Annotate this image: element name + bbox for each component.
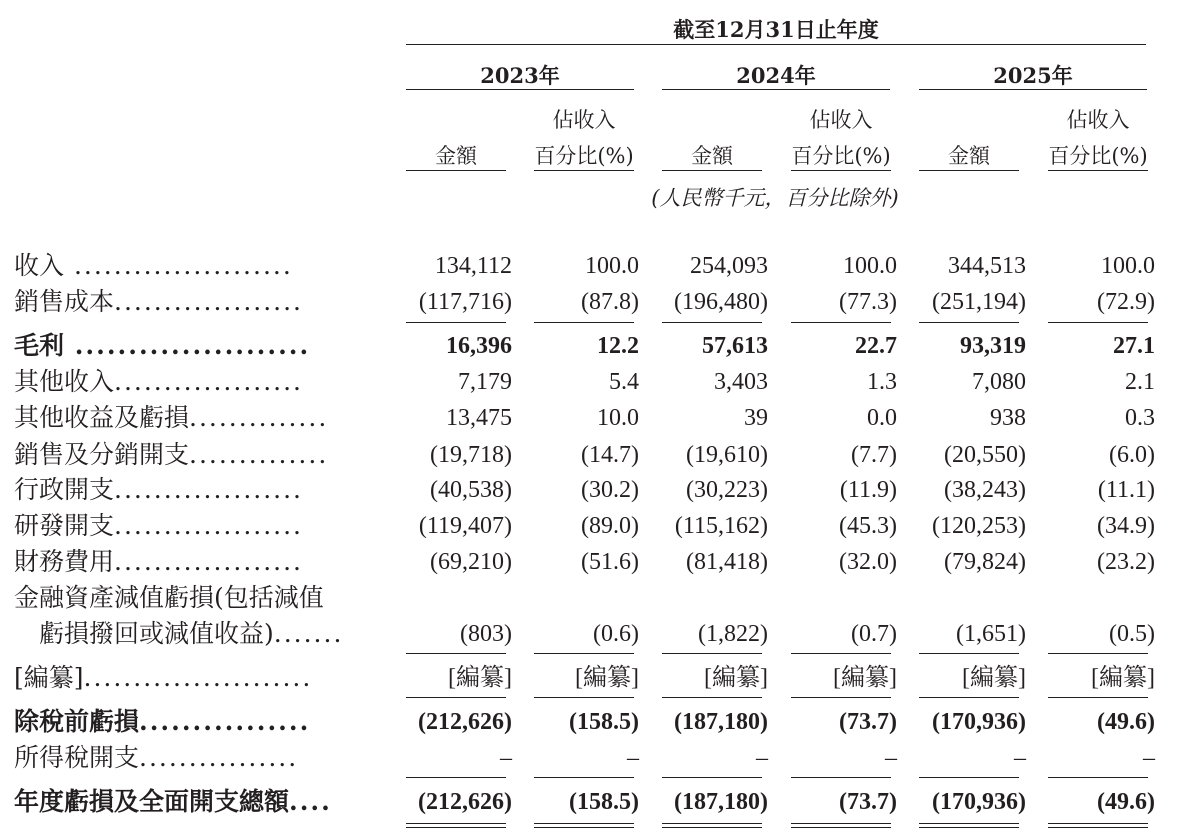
leader-dots: ................ bbox=[139, 707, 311, 736]
amount-cell: (119,407) bbox=[418, 513, 512, 539]
percent-cell: 10.0 bbox=[597, 405, 639, 431]
row-label bbox=[14, 510, 303, 542]
table-row bbox=[0, 706, 1178, 742]
amount-cell: (170,936) bbox=[932, 789, 1026, 815]
percent-cell: (158.5) bbox=[569, 789, 639, 815]
pct-label-2023-l2: 百分比(%) bbox=[534, 144, 634, 168]
subtotal-rule bbox=[662, 777, 762, 778]
leader-dots: ....... bbox=[273, 619, 344, 648]
amount-cell: (1,651) bbox=[956, 621, 1026, 647]
percent-cell: 2.1 bbox=[1125, 369, 1155, 395]
col-header-rule bbox=[534, 170, 634, 171]
leader-dots: ................... bbox=[114, 367, 304, 396]
row-label bbox=[14, 366, 303, 398]
percent-cell: (7.7) bbox=[851, 442, 897, 468]
percent-cell: (0.6) bbox=[593, 621, 639, 647]
row-label-text: 收入 bbox=[14, 251, 65, 280]
leader-dots: .............. bbox=[189, 440, 329, 469]
row-label bbox=[14, 286, 303, 318]
percent-cell: 22.7 bbox=[855, 333, 897, 359]
percent-cell: (6.0) bbox=[1109, 442, 1155, 468]
subtotal-rule bbox=[662, 653, 762, 654]
percent-cell: 100.0 bbox=[1101, 253, 1155, 279]
period-header: 截至12月31日止年度 bbox=[673, 17, 879, 42]
row-label bbox=[14, 742, 298, 774]
row-label-text: 其他收入 bbox=[14, 367, 115, 396]
percent-cell: (158.5) bbox=[569, 709, 639, 735]
row-label bbox=[14, 330, 310, 362]
amount-cell: (40,538) bbox=[430, 477, 512, 503]
amount-cell: (38,243) bbox=[944, 477, 1026, 503]
year-rule-2023 bbox=[406, 89, 634, 90]
amount-cell: 13,475 bbox=[446, 405, 512, 431]
percent-cell: 27.1 bbox=[1113, 333, 1155, 359]
row-label bbox=[14, 662, 312, 694]
amount-label-2024: 金額 bbox=[691, 144, 733, 168]
percent-cell: (49.6) bbox=[1097, 789, 1155, 815]
amount-cell: (117,716) bbox=[418, 289, 512, 315]
percent-cell: (72.9) bbox=[1097, 289, 1155, 315]
amount-cell: (69,210) bbox=[430, 549, 512, 575]
row-label-text: 財務費用 bbox=[14, 547, 115, 576]
total-double-rule bbox=[919, 823, 1019, 828]
subtotal-rule bbox=[662, 697, 762, 698]
amount-cell: (187,180) bbox=[674, 709, 768, 735]
percent-cell: (34.9) bbox=[1097, 513, 1155, 539]
percent-cell: (11.1) bbox=[1097, 477, 1155, 503]
subtotal-rule bbox=[791, 697, 891, 698]
subtotal-rule bbox=[919, 697, 1019, 698]
amount-cell: (170,936) bbox=[932, 709, 1026, 735]
percent-cell: (0.5) bbox=[1109, 621, 1155, 647]
subtotal-rule bbox=[534, 322, 634, 323]
subtotal-rule bbox=[406, 653, 506, 654]
col-header-rule bbox=[919, 170, 1019, 171]
row-label-text: 銷售成本 bbox=[14, 287, 115, 316]
leader-dots: ................... bbox=[114, 287, 304, 316]
year-rule-2025 bbox=[919, 89, 1147, 90]
amount-cell: (120,253) bbox=[932, 513, 1026, 539]
subtotal-rule bbox=[919, 777, 1019, 778]
percent-cell: 0.0 bbox=[867, 405, 897, 431]
percent-cell: (73.7) bbox=[839, 789, 897, 815]
percent-cell: (14.7) bbox=[581, 442, 639, 468]
percent-cell: (51.6) bbox=[581, 549, 639, 575]
col-header-rule bbox=[662, 170, 762, 171]
leader-dots: ...................... bbox=[64, 331, 311, 360]
table-row bbox=[0, 250, 1178, 286]
percent-cell: (89.0) bbox=[581, 513, 639, 539]
year-rule-2024 bbox=[662, 89, 890, 90]
amount-label-2025: 金額 bbox=[948, 144, 990, 168]
amount-cell: 16,396 bbox=[446, 333, 512, 359]
row-label-text: 研發開支 bbox=[14, 511, 115, 540]
percent-cell: (11.9) bbox=[839, 477, 897, 503]
row-label-text: 年度虧損及全面開支總額 bbox=[14, 787, 290, 816]
row-label-text: 虧損撥回或減值收益) bbox=[14, 619, 274, 648]
row-label bbox=[14, 706, 310, 738]
subtotal-rule bbox=[1048, 777, 1148, 778]
percent-cell: (0.7) bbox=[851, 621, 897, 647]
leader-dots: .............. bbox=[189, 403, 329, 432]
subtotal-rule bbox=[534, 653, 634, 654]
row-label-text: 毛利 bbox=[14, 331, 65, 360]
table-row bbox=[0, 286, 1178, 322]
total-double-rule bbox=[791, 823, 891, 828]
subtotal-rule bbox=[919, 322, 1019, 323]
subtotal-rule bbox=[919, 653, 1019, 654]
pct-label-2025-l2: 百分比(%) bbox=[1048, 144, 1148, 168]
subtotal-rule bbox=[534, 697, 634, 698]
subtotal-rule bbox=[662, 322, 762, 323]
pct-label-2025-l1: 佔收入 bbox=[1066, 108, 1130, 132]
percent-cell: (49.6) bbox=[1097, 709, 1155, 735]
percent-cell: [編纂] bbox=[1091, 665, 1155, 691]
row-label-text: 所得稅開支 bbox=[14, 743, 140, 772]
amount-cell: (30,223) bbox=[686, 477, 768, 503]
percent-cell: – bbox=[885, 745, 897, 771]
table-row bbox=[0, 402, 1178, 438]
row-label bbox=[14, 546, 303, 578]
row-label bbox=[14, 618, 343, 650]
amount-cell: – bbox=[500, 745, 512, 771]
table-row bbox=[0, 366, 1178, 402]
row-label bbox=[14, 582, 324, 614]
percent-cell: – bbox=[627, 745, 639, 771]
col-header-rule bbox=[791, 170, 891, 171]
amount-cell: (1,822) bbox=[698, 621, 768, 647]
col-header-rule bbox=[406, 170, 506, 171]
subtotal-rule bbox=[791, 322, 891, 323]
leader-dots: ...................... bbox=[64, 251, 293, 280]
amount-cell: [編纂] bbox=[962, 665, 1026, 691]
amount-cell: 57,613 bbox=[702, 333, 768, 359]
amount-cell: 93,319 bbox=[960, 333, 1026, 359]
percent-cell: 100.0 bbox=[585, 253, 639, 279]
table-row bbox=[0, 439, 1178, 475]
leader-dots: .... bbox=[289, 787, 332, 816]
amount-label-2023: 金額 bbox=[435, 144, 477, 168]
year-2024: 2024年 bbox=[736, 63, 816, 88]
table-row bbox=[0, 474, 1178, 510]
subtotal-rule bbox=[791, 777, 891, 778]
unit-note: (人民幣千元，百分比除外) bbox=[651, 186, 899, 210]
table-row bbox=[0, 786, 1178, 822]
total-double-rule bbox=[662, 823, 762, 828]
amount-cell: [編纂] bbox=[448, 665, 512, 691]
percent-cell: (45.3) bbox=[839, 513, 897, 539]
amount-cell: (115,162) bbox=[674, 513, 768, 539]
row-label bbox=[14, 250, 293, 282]
row-label bbox=[14, 402, 328, 434]
amount-cell: (251,194) bbox=[932, 289, 1026, 315]
percent-cell: (32.0) bbox=[839, 549, 897, 575]
amount-cell: (20,550) bbox=[944, 442, 1026, 468]
amount-cell: 134,112 bbox=[434, 253, 512, 279]
leader-dots: ................... bbox=[114, 547, 304, 576]
pct-label-2023-l1: 佔收入 bbox=[552, 108, 616, 132]
subtotal-rule bbox=[791, 653, 891, 654]
row-label-text: 行政開支 bbox=[14, 475, 115, 504]
table-row bbox=[0, 510, 1178, 546]
amount-cell: 254,093 bbox=[690, 253, 768, 279]
percent-cell: (73.7) bbox=[839, 709, 897, 735]
subtotal-rule bbox=[1048, 322, 1148, 323]
subtotal-rule bbox=[1048, 653, 1148, 654]
amount-cell: (81,418) bbox=[686, 549, 768, 575]
percent-cell: 100.0 bbox=[843, 253, 897, 279]
row-label-text: 除稅前虧損 bbox=[14, 707, 140, 736]
table-row bbox=[0, 546, 1178, 582]
subtotal-rule bbox=[406, 777, 506, 778]
table-row bbox=[0, 742, 1178, 778]
year-2023: 2023年 bbox=[480, 63, 560, 88]
row-label-text: [編纂] bbox=[14, 663, 84, 692]
amount-cell: (196,480) bbox=[674, 289, 768, 315]
amount-cell: (19,610) bbox=[686, 442, 768, 468]
amount-cell: – bbox=[756, 745, 768, 771]
percent-cell: (77.3) bbox=[839, 289, 897, 315]
period-rule bbox=[406, 44, 1146, 45]
leader-dots: ................... bbox=[114, 511, 304, 540]
leader-dots: ....................... bbox=[83, 663, 313, 692]
percent-cell: (23.2) bbox=[1097, 549, 1155, 575]
row-label bbox=[14, 474, 303, 506]
percent-cell: (30.2) bbox=[581, 477, 639, 503]
total-double-rule bbox=[534, 823, 634, 828]
amount-cell: 39 bbox=[744, 405, 768, 431]
year-2025: 2025年 bbox=[993, 63, 1073, 88]
amount-cell: (212,626) bbox=[418, 789, 512, 815]
row-label bbox=[14, 786, 332, 818]
subtotal-rule bbox=[406, 697, 506, 698]
pct-label-2024-l2: 百分比(%) bbox=[791, 144, 891, 168]
subtotal-rule bbox=[1048, 697, 1148, 698]
percent-cell: 0.3 bbox=[1125, 405, 1155, 431]
amount-cell: 7,080 bbox=[972, 369, 1026, 395]
percent-cell: 1.3 bbox=[867, 369, 897, 395]
total-double-rule bbox=[406, 823, 506, 828]
subtotal-rule bbox=[406, 322, 506, 323]
amount-cell: [編纂] bbox=[704, 665, 768, 691]
amount-cell: (19,718) bbox=[430, 442, 512, 468]
table-row bbox=[0, 330, 1178, 366]
amount-cell: 3,403 bbox=[714, 369, 768, 395]
table-row bbox=[0, 662, 1178, 698]
leader-dots: ................... bbox=[114, 475, 304, 504]
amount-cell: 938 bbox=[990, 405, 1026, 431]
total-double-rule bbox=[1048, 823, 1148, 828]
amount-cell: (803) bbox=[460, 621, 512, 647]
subtotal-rule bbox=[534, 777, 634, 778]
percent-cell: [編纂] bbox=[833, 665, 897, 691]
col-header-rule bbox=[1048, 170, 1148, 171]
row-label-text: 銷售及分銷開支 bbox=[14, 440, 190, 469]
percent-cell: 5.4 bbox=[609, 369, 639, 395]
percent-cell: (87.8) bbox=[581, 289, 639, 315]
table-row bbox=[0, 618, 1178, 654]
row-label bbox=[14, 439, 328, 471]
amount-cell: – bbox=[1014, 745, 1026, 771]
percent-cell: – bbox=[1143, 745, 1155, 771]
table-row bbox=[0, 582, 1178, 618]
pct-label-2024-l1: 佔收入 bbox=[809, 108, 873, 132]
amount-cell: (187,180) bbox=[674, 789, 768, 815]
percent-cell: [編纂] bbox=[575, 665, 639, 691]
amount-cell: 7,179 bbox=[458, 369, 512, 395]
amount-cell: 344,513 bbox=[948, 253, 1026, 279]
amount-cell: (79,824) bbox=[944, 549, 1026, 575]
row-label-text: 其他收益及虧損 bbox=[14, 403, 190, 432]
percent-cell: 12.2 bbox=[597, 333, 639, 359]
leader-dots: ................ bbox=[139, 743, 299, 772]
row-label-text: 金融資產減值虧損(包括減值 bbox=[14, 583, 324, 612]
amount-cell: (212,626) bbox=[418, 709, 512, 735]
